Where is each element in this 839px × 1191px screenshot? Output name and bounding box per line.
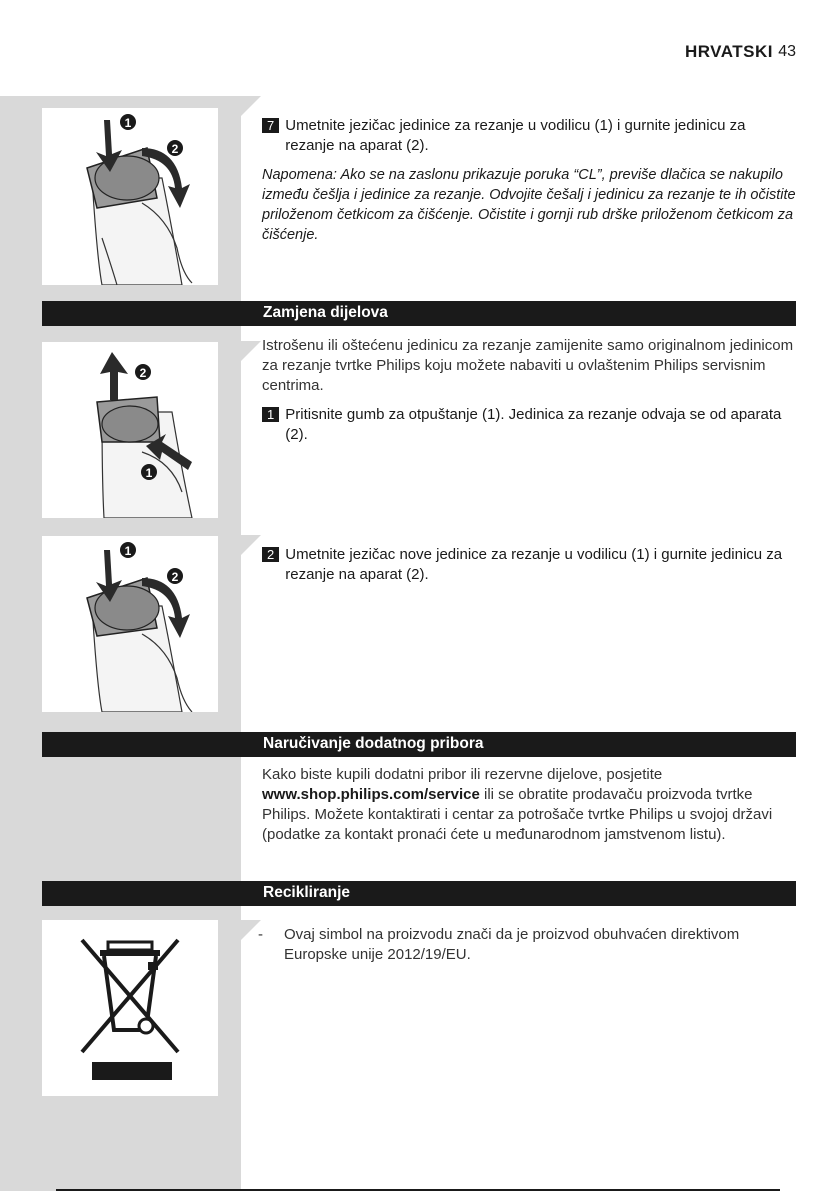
illustration-insert-new-cutter (42, 536, 218, 712)
step-text: Umetnite jezičac jedinice za rezanje u vodilicu (1) i gurnite jedinicu za rezanje na aparat (2). (285, 117, 746, 154)
crossed-bin-icon (42, 920, 218, 1096)
ordering-text (262, 765, 796, 845)
hand-device-illustration (42, 342, 218, 518)
step-item (262, 545, 796, 585)
shop-link[interactable]: www.shop.philips.com/service (262, 786, 480, 803)
bullet-text: Ovaj simbol na proizvodu znači da je proizvod obuhvaćen direktivom Europske unije 2012/19/EU. (284, 926, 740, 963)
page-header (0, 0, 839, 96)
ordering-text-after: ili se obratite prodavaču proizvoda tvrtke Philips. Možete kontaktirati i centar za potrošače tvrtke Philips u svojoj državi (podatke za kontakt pronaći ćete u međunarodnom jamstvenom listu). (262, 786, 773, 843)
marker-2-label: 2 (171, 142, 179, 156)
recycling-bullets (255, 925, 796, 965)
step-7-block (262, 116, 796, 245)
step-text: Pritisnite gumb za otpuštanje (1). Jedinica za rezanje odvaja se od aparata (2). (285, 406, 782, 443)
marker-1-label: 1 (124, 544, 132, 558)
marker-2-label: 2 (171, 570, 179, 584)
hand-device-illustration (42, 108, 218, 285)
step-item (262, 405, 796, 445)
replacement-intro: Istrošenu ili oštećenu jedinicu za rezanje zamijenite samo originalnom jedinicom za rezanje tvrtke Philips koju možete nabaviti u ovlaštenim Philips servisnim centrima. (262, 337, 794, 394)
bullet-item (255, 925, 796, 965)
step-number: 7 (262, 118, 279, 133)
hand-device-illustration (42, 536, 218, 712)
ordering-text-before: Kako biste kupili dodatni pribor ili rezervne dijelove, posjetite (262, 766, 663, 783)
step-1-block (262, 405, 796, 445)
page-number: 43 (778, 43, 796, 60)
section-header-ordering (42, 732, 796, 757)
bullet-dash: - (258, 926, 263, 943)
section-header-recycling (42, 881, 796, 906)
step-2-block (262, 545, 796, 585)
section-header-replacement (42, 301, 796, 326)
language-label: HRVATSKI (684, 42, 773, 61)
marker-1-label: 1 (145, 466, 153, 480)
marker-1-label: 1 (124, 116, 132, 130)
marker-2-label: 2 (139, 366, 147, 380)
section-title: Zamjena dijelova (263, 304, 388, 321)
illustration-release-cutter (42, 342, 218, 518)
step-item (262, 116, 796, 156)
illustration-insert-cutter (42, 108, 218, 285)
step-number: 2 (262, 547, 279, 562)
section-title: Recikliranje (263, 884, 351, 901)
section-title: Naručivanje dodatnog pribora (263, 735, 484, 752)
step-text: Umetnite jezičac nove jedinice za rezanje u vodilicu (1) i gurnite jedinicu za rezanje na aparat (2). (285, 546, 783, 583)
illustration-weee-symbol (42, 920, 218, 1096)
note-text: Napomena: Ako se na zaslonu prikazuje poruka “CL”, previše dlačica se nakupilo između češlja i jedinice za rezanje. Odvojite češalj i jedinicu za rezanje te ih očistite priloženom četkicom za čišćenje. Očistite i gornji rub drške priloženom četkicom za čišćenje. (262, 167, 796, 243)
step-number: 1 (262, 407, 279, 422)
